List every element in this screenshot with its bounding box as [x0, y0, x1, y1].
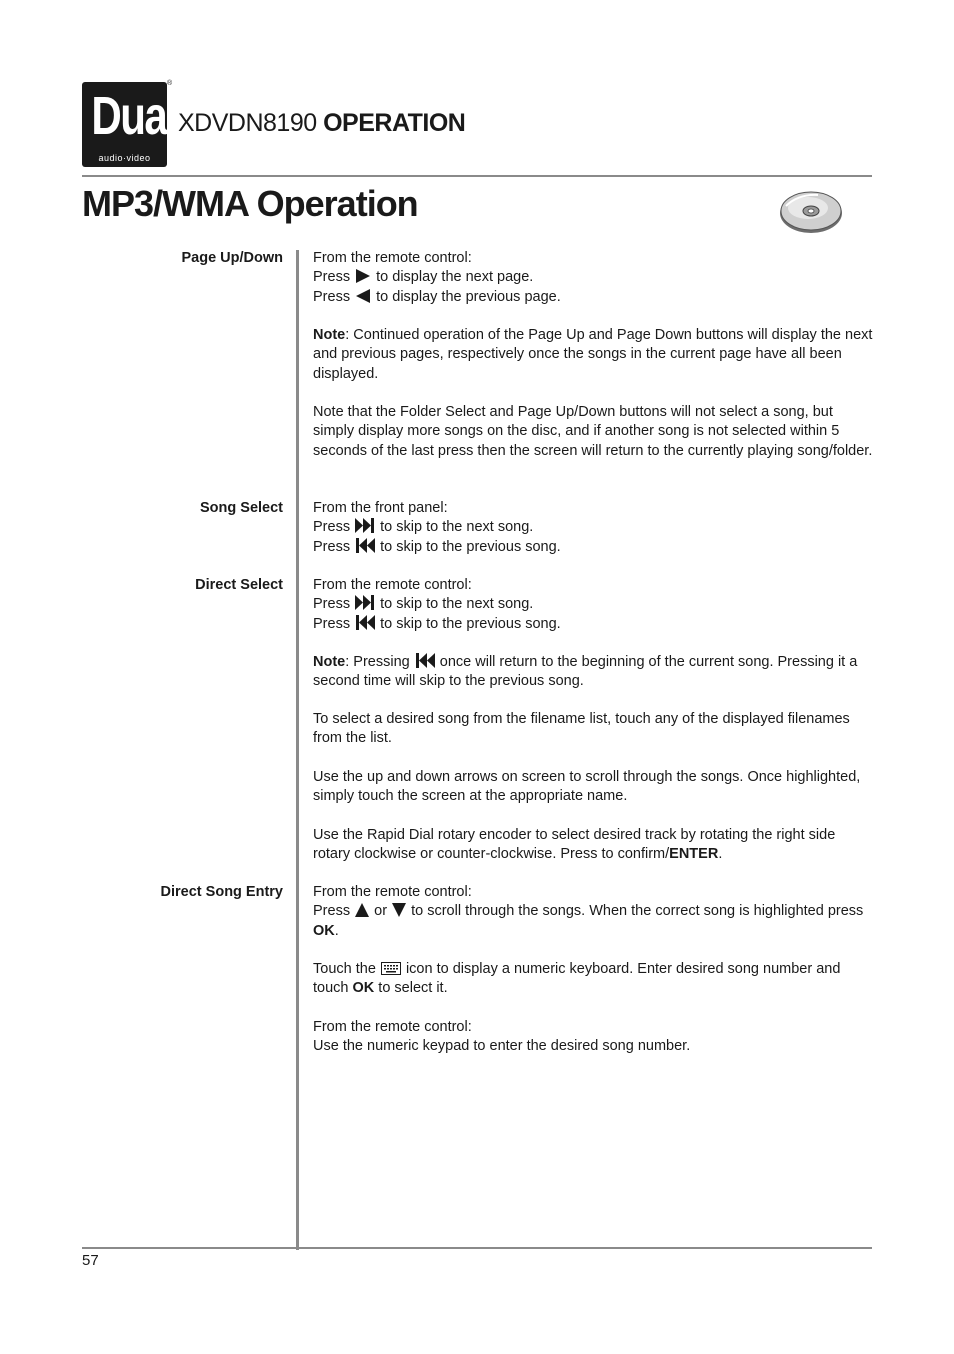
direct-select-prev-line: [313, 615, 873, 634]
play-left-icon: [355, 289, 371, 303]
note-label: Note: [313, 654, 346, 670]
label-direct-song-entry: Direct Song Entry: [160, 884, 283, 900]
direct-song-entry-intro: From the remote control:: [313, 884, 472, 900]
direct-select-rapid-dial-info: [313, 826, 873, 865]
ok-label: OK: [352, 980, 375, 997]
bottom-rule: [82, 1247, 872, 1249]
direct-select-intro: From the remote control:: [313, 577, 472, 593]
skip-previous-icon: [415, 653, 435, 668]
song-select-next-line: [313, 518, 873, 537]
keyboard-text: icon to display a numeric keyboard. Enter desired song number and touch: [313, 961, 841, 997]
press-text: Press: [313, 538, 351, 555]
logo-subtitle: audio·video: [98, 153, 151, 163]
direct-select-filename-info: To select a desired song from the filename list, touch any of the displayed filenames from the list.: [313, 711, 850, 747]
skip-next-icon: [355, 595, 375, 610]
label-page-up-down: Page Up/Down: [181, 250, 283, 266]
page-title: MP3/WMA Operation: [82, 183, 418, 224]
column-divider: [296, 250, 299, 1250]
press-text: Press: [313, 903, 351, 920]
top-rule: [82, 175, 872, 177]
skip-next-icon: [355, 518, 375, 533]
note-text-b: once will return to the beginning of the current song. Pressing it a second time will skip to the previous song.: [313, 654, 858, 690]
direct-song-entry-keypad-info: [313, 1018, 873, 1057]
note-label: Note: [313, 327, 346, 343]
label-direct-select: Direct Select: [195, 577, 283, 593]
song-select-prev-line: [313, 538, 873, 557]
play-right-icon: [355, 269, 371, 283]
keypad-intro: From the remote control:: [313, 1019, 472, 1035]
page-number: 57: [82, 1252, 99, 1269]
touch-the-text: Touch the: [313, 961, 376, 977]
page-up-down-intro: From the remote control:: [313, 250, 472, 266]
skip-next-text: to skip to the next song.: [380, 519, 534, 536]
press-text: Press: [313, 288, 351, 305]
logo-wordmark: Dual: [91, 86, 177, 146]
skip-previous-text: to skip to the previous song.: [380, 538, 561, 555]
rapid-dial-text: Use the Rapid Dial rotary encoder to select desired track by rotating the right side rotary clockwise or counter-clockwise. Press to confirm/: [313, 827, 836, 863]
note-text-a: : Pressing: [345, 654, 410, 670]
previous-page-text: to display the previous page.: [376, 288, 561, 305]
page-up-down-steps: [313, 249, 873, 307]
press-text: Press: [313, 519, 351, 536]
direct-select-next-line: [313, 595, 873, 614]
skip-previous-icon: [355, 538, 375, 553]
press-text: Press: [313, 269, 351, 286]
label-song-select: Song Select: [200, 500, 283, 516]
skip-next-text: to skip to the next song.: [380, 596, 534, 613]
press-text: Press: [313, 615, 351, 632]
direct-select-arrows-info: Use the up and down arrows on screen to scroll through the songs. Once highlighted, simply touch the screen at the appropriate name.: [313, 769, 861, 805]
song-select-intro: From the front panel:: [313, 500, 448, 516]
skip-previous-icon: [355, 615, 375, 630]
page-up-down-info: Note that the Folder Select and Page Up/Down buttons will not select a song, but simply display more songs on the disc, and if another song is not selected within 5 seconds of the last press then the screen will return to the currently playing song/folder.: [313, 404, 873, 459]
disc-icon: [778, 186, 844, 236]
operation-label: OPERATION: [323, 109, 466, 137]
scroll-text: to scroll through the songs. When the correct song is highlighted press: [411, 903, 864, 920]
direct-song-entry-keyboard-info: [313, 960, 873, 999]
press-text: Press: [313, 596, 351, 613]
enter-label: ENTER: [669, 846, 719, 863]
direct-song-entry-steps: [313, 883, 873, 941]
header-title: [178, 108, 465, 138]
or-text: or: [374, 903, 388, 920]
direct-select-steps: [313, 576, 873, 634]
arrow-up-icon: [355, 903, 369, 917]
next-page-text: to display the next page.: [376, 269, 534, 286]
arrow-down-icon: [392, 903, 406, 917]
note-text: : Continued operation of the Page Up and Page Down buttons will display the next and previous pages, respectively once the songs in the current page have all been displayed.: [313, 327, 873, 382]
period: .: [334, 922, 339, 939]
keyboard-icon: [381, 962, 401, 975]
direct-select-note: [313, 653, 873, 692]
registered-mark: ®: [167, 80, 173, 87]
dual-logo: [82, 82, 177, 167]
keypad-text: Use the numeric keypad to enter the desired song number.: [313, 1038, 691, 1055]
song-select-steps: [313, 499, 873, 557]
select-it-text: to select it.: [378, 980, 448, 997]
page-up-down-prev-line: [313, 288, 873, 307]
period: .: [718, 846, 723, 863]
ok-label: OK: [313, 922, 335, 939]
model-name: XDVDN8190: [178, 109, 317, 137]
page-up-down-note: [313, 326, 873, 384]
skip-previous-text: to skip to the previous song.: [380, 615, 561, 632]
page-up-down-next-line: [313, 268, 873, 287]
